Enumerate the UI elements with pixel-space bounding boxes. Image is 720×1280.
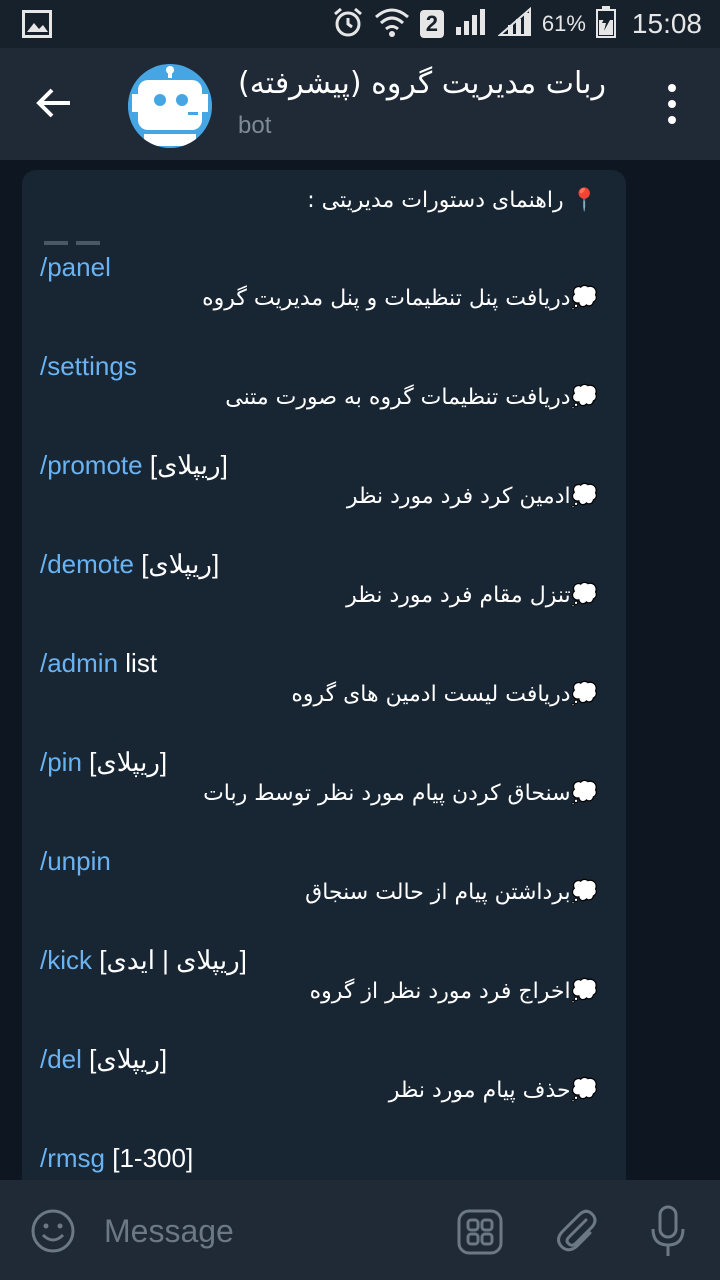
more-menu-button[interactable] <box>656 82 688 126</box>
command-args: [ریپلای | ایدی] <box>99 945 247 975</box>
command-link[interactable]: /admin <box>40 648 119 678</box>
command-line <box>40 648 598 678</box>
gallery-icon <box>22 10 52 43</box>
battery-icon <box>596 6 616 43</box>
command-args: list <box>125 648 158 678</box>
command-args: [ریپلای] <box>89 747 168 777</box>
dash-divider <box>44 230 108 249</box>
command-description: 💭ادمین کرد فرد مورد نظر <box>346 484 598 509</box>
command-link[interactable]: /del <box>40 1044 82 1074</box>
chat-title[interactable]: ربات مدیریت گروه (پیشرفته) <box>238 66 606 101</box>
emoji-icon <box>30 1208 76 1254</box>
command-description: 💭سنحاق کردن پیام مورد نظر توسط ربات <box>203 781 598 806</box>
command-description: 💭برداشتن پیام از حالت سنجاق <box>305 880 598 905</box>
command-line <box>40 450 598 480</box>
voice-record-button[interactable] <box>648 1204 688 1260</box>
command-description: 💭تنزل مقام فرد مورد نظر <box>346 583 598 608</box>
command-description: 💭دریافت پنل تنظیمات و پنل مدیریت گروه <box>202 286 598 311</box>
command-link[interactable]: /demote <box>40 549 134 579</box>
chat-subtitle: bot <box>238 112 272 139</box>
command-link[interactable]: /settings <box>40 351 137 381</box>
more-vert-icon <box>656 82 688 126</box>
battery-percent: 61% <box>541 11 586 36</box>
command-link[interactable]: /promote <box>40 450 143 480</box>
robot-avatar[interactable] <box>128 64 212 148</box>
back-button[interactable] <box>30 78 80 128</box>
chat-area[interactable] <box>0 160 720 1180</box>
status-bar <box>0 0 720 48</box>
command-args: [ریپلای] <box>141 549 220 579</box>
emoji-button[interactable] <box>30 1208 76 1254</box>
command-line <box>40 549 598 579</box>
command-line <box>40 1044 598 1074</box>
command-description: 💭اخراج فرد مورد نظر از گروه <box>309 979 598 1004</box>
command-link[interactable]: /unpin <box>40 846 111 876</box>
command-args: [ریپلای] <box>89 1044 168 1074</box>
message-composer <box>0 1180 720 1280</box>
chat-header <box>0 48 720 160</box>
command-line <box>40 747 598 777</box>
command-line <box>40 945 598 975</box>
command-link[interactable]: /kick <box>40 945 92 975</box>
clock: 15:08 <box>631 8 702 39</box>
command-link[interactable]: /pin <box>40 747 82 777</box>
message-heading: 📍 راهنمای دستورات مدیریتی : <box>307 188 598 213</box>
command-args: [ریپلای] <box>149 450 228 480</box>
command-description: 💭دریافت لیست ادمین های گروه <box>291 682 598 707</box>
command-line <box>40 351 598 381</box>
command-description: 💭دریافت تنظیمات گروه به صورت متنی <box>225 385 598 410</box>
wifi-icon <box>374 6 410 43</box>
command-description: 💭حذف پیام مورد نظر <box>388 1078 598 1103</box>
paperclip-icon <box>552 1206 600 1254</box>
command-link[interactable]: /panel <box>40 252 111 282</box>
command-line <box>40 1143 598 1173</box>
message-bubble[interactable] <box>22 170 626 1180</box>
sim-slot-badge: 2 <box>420 10 444 38</box>
alarm-icon <box>332 6 364 43</box>
command-link[interactable]: /rmsg <box>40 1143 105 1173</box>
bot-commands-icon <box>456 1208 504 1256</box>
command-line <box>40 846 598 876</box>
bot-commands-button[interactable] <box>456 1208 504 1256</box>
attach-button[interactable] <box>552 1206 600 1254</box>
message-input[interactable] <box>104 1206 424 1256</box>
microphone-icon <box>648 1204 688 1260</box>
signal-icon-2 <box>498 7 532 42</box>
command-args: [1-300] <box>112 1143 194 1173</box>
command-line <box>40 252 598 282</box>
signal-icon <box>454 7 488 42</box>
back-arrow-icon <box>30 78 80 128</box>
